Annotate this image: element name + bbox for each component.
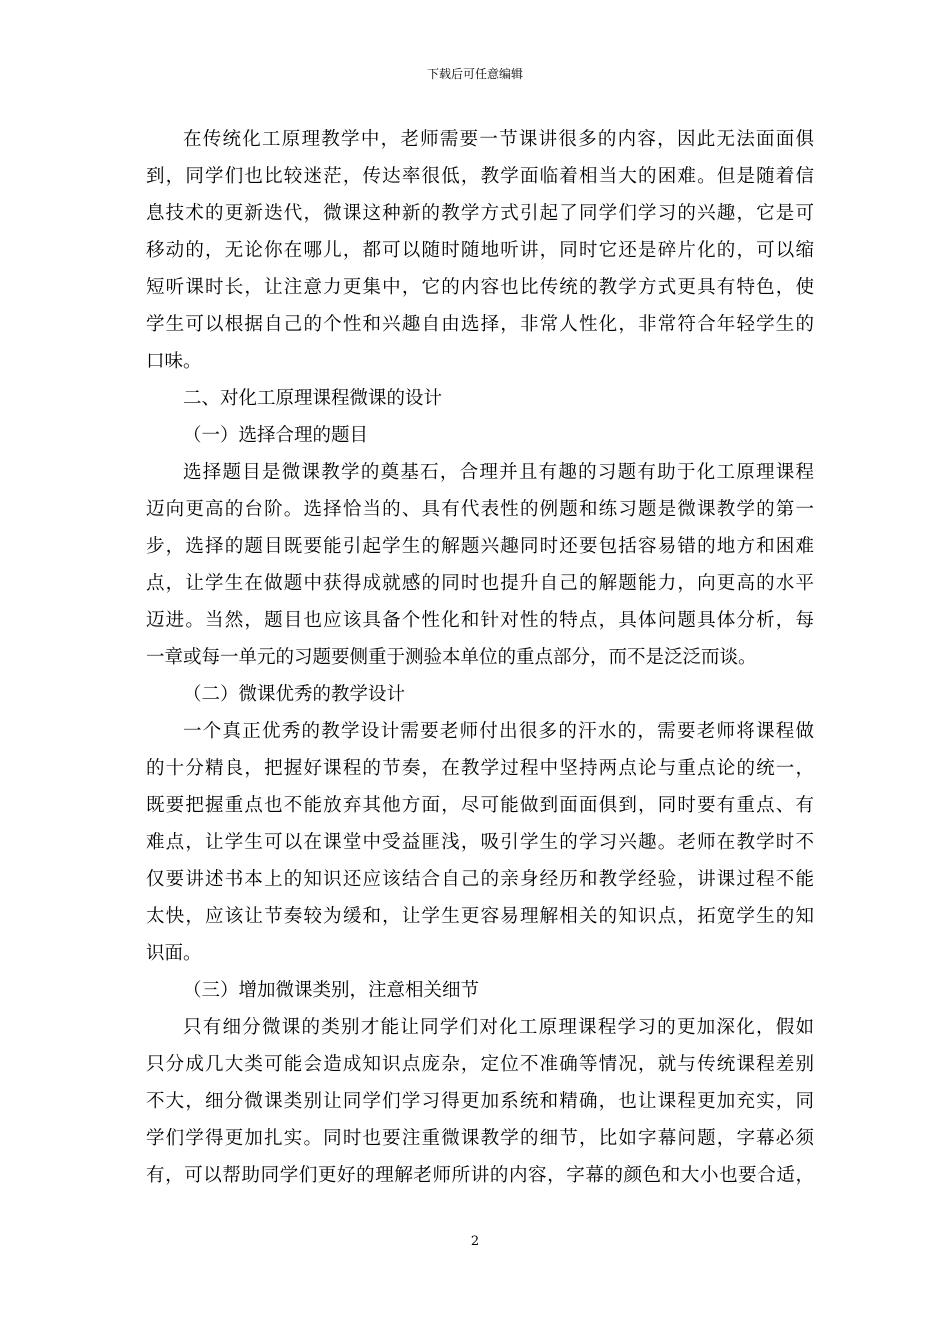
page-number: 2: [470, 1234, 480, 1249]
paragraph-traditional-teaching: [146, 121, 814, 380]
text-line: 只有细分微课的类别才能让同学们对化工原理课程学习的更加深化，假如: [183, 1017, 814, 1038]
subsection-heading: （三）增加微课类别，注意相关细节: [183, 980, 480, 1001]
text-line: 学生可以根据自己的个性和兴趣自由选择，非常人性化，非常符合年轻学生的: [146, 314, 814, 335]
text-line: 仅要讲述书本上的知识还应该结合自己的亲身经历和教学经验，讲课过程不能: [146, 869, 814, 890]
text-line: 太快，应该让节奏较为缓和，让学生更容易理解相关的知识点，拓宽学生的知: [146, 906, 814, 927]
text-line: 息技术的更新迭代，微课这种新的教学方式引起了同学们学习的兴趣，它是可: [146, 203, 814, 224]
document-body: [146, 121, 814, 1194]
text-line: 短听课时长，让注意力更集中，它的内容也比传统的教学方式更具有特色，使: [146, 277, 814, 298]
subsection-heading: （二）微课优秀的教学设计: [183, 684, 406, 705]
text-line: 不大，细分微课类别让同学们学习得更加系统和精确，也让课程更加充实，同: [146, 1091, 814, 1112]
text-line: 到，同学们也比较迷茫，传达率很低，教学面临着相当大的困难。但是随着信: [146, 166, 814, 187]
paragraph-teaching-design: [146, 713, 814, 972]
text-line: 在传统化工原理教学中，老师需要一节课讲很多的内容，因此无法面面俱: [183, 129, 814, 150]
text-line: 迈向更高的台阶。选择恰当的、具有代表性的例题和练习题是微课教学的第一: [146, 499, 814, 520]
subsection-heading: （一）选择合理的题目: [183, 425, 369, 446]
text-line: 一章或每一单元的习题要侧重于测验本单位的重点部分，而不是泛泛而谈。: [146, 647, 757, 668]
text-line: 口味。: [146, 351, 202, 372]
section-heading: 二、对化工原理课程微课的设计: [183, 388, 443, 409]
paragraph-categories-details: [146, 1009, 814, 1194]
text-line: 既要把握重点也不能放弃其他方面，尽可能做到面面俱到，同时要有重点、有: [146, 795, 814, 816]
text-line: 识面。: [146, 943, 202, 964]
text-line: 的十分精良，把握好课程的节奏，在教学过程中坚持两点论与重点论的统一，: [146, 758, 814, 779]
text-line: 难点，让学生可以在课堂中受益匪浅，吸引学生的学习兴趣。老师在教学时不: [146, 832, 814, 853]
text-line: 有，可以帮助同学们更好的理解老师所讲的内容，字幕的颜色和大小也要合适，: [146, 1165, 814, 1186]
text-line: 选择题目是微课教学的奠基石，合理并且有趣的习题有助于化工原理课程: [183, 462, 814, 483]
page-header: 下载后可任意编辑: [426, 67, 523, 81]
text-line: 迈进。当然，题目也应该具备个性化和针对性的特点，具体问题具体分析，每: [146, 610, 814, 631]
text-line: 移动的，无论你在哪儿，都可以随时随地听讲，同时它还是碎片化的，可以缩: [146, 240, 814, 261]
text-line: 步，选择的题目既要能引起学生的解题兴趣同时还要包括容易错的地方和困难: [146, 536, 814, 557]
text-line: 点，让学生在做题中获得成就感的同时也提升自己的解题能力，向更高的水平: [146, 573, 814, 594]
text-line: 只分成几大类可能会造成知识点庞杂，定位不准确等情况，就与传统课程差别: [146, 1054, 814, 1075]
paragraph-topic-selection: [146, 454, 814, 676]
text-line: 学们学得更加扎实。同时也要注重微课教学的细节，比如字幕问题，字幕必须: [146, 1128, 814, 1149]
text-line: 一个真正优秀的教学设计需要老师付出很多的汗水的，需要老师将课程做: [183, 721, 814, 742]
